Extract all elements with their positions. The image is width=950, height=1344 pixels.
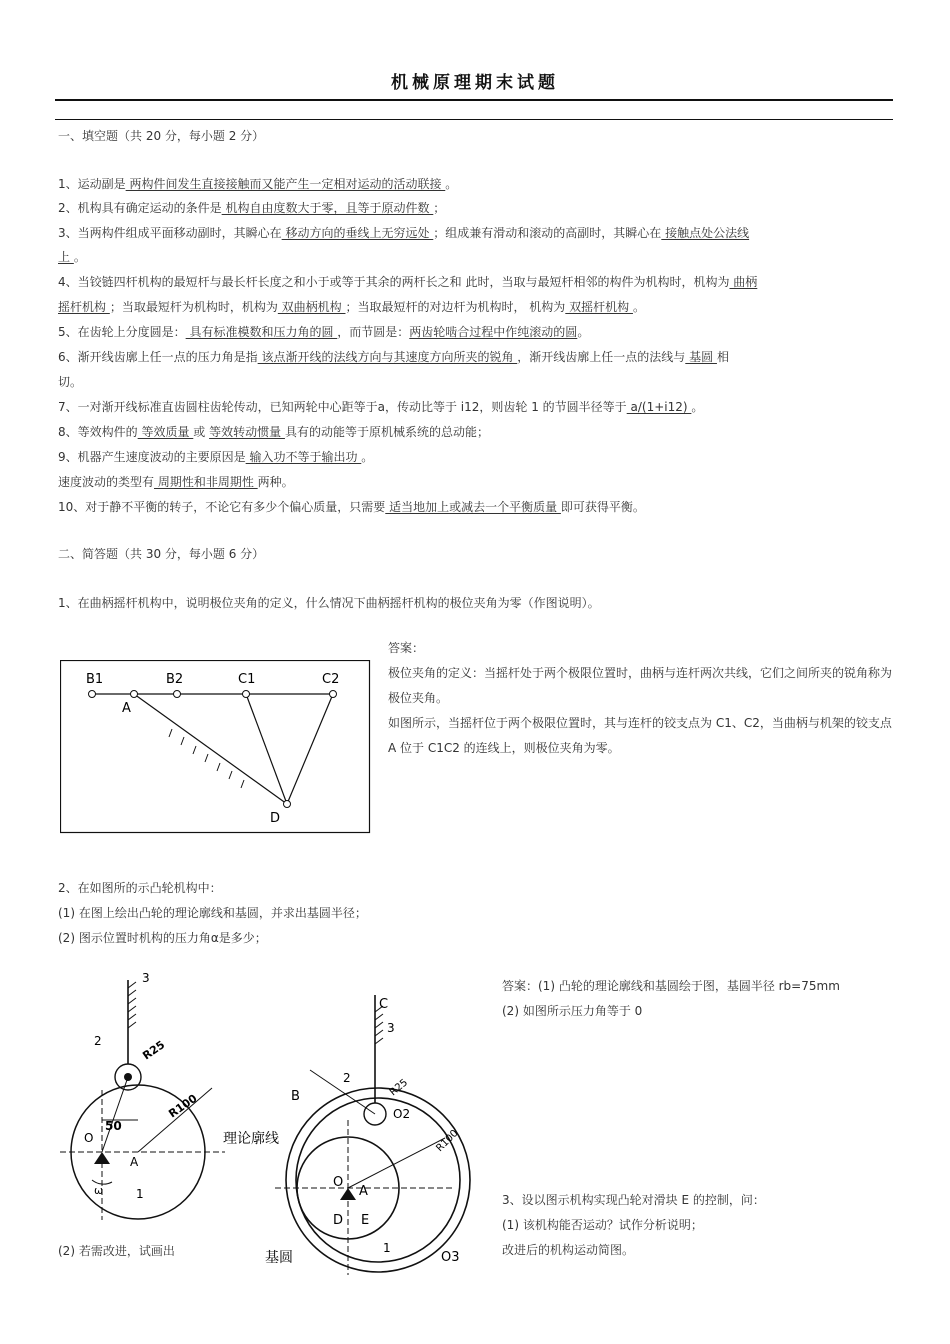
right-label-2: 2 xyxy=(343,1071,351,1085)
right-label-r25: R25 xyxy=(387,1077,411,1099)
label-b2: B2 xyxy=(166,672,184,687)
question-4-line2: 摇杆机构 ；当取最短杆为机构时，机构为 双曲柄机构 ；当取最短杆的对边杆为机构时， 机构为 双摇杆机构 。 xyxy=(58,300,645,314)
question-9-line2: 速度波动的类型有 周期性和非周期性 两种。 xyxy=(58,475,294,489)
question-8: 8、等效构件的 等效质量 或 等效转动惯量 具有的动能等于原机械系统的总动能； xyxy=(58,425,489,439)
question-3: 3、当两构件组成平面移动副时，其瞬心在 移动方向的垂线上无穷远处 ；组成兼有滑动和滚动的高副时，其瞬心在 接触点处公法线 xyxy=(58,226,750,240)
left-label-r100: R100 xyxy=(166,1091,200,1121)
right-label-base-circle: 基圆 xyxy=(265,1250,293,1266)
question-6: 6、渐开线齿廓上任一点的压力角是指 该点渐开线的法线方向与其速度方向所夹的锐角 ，渐开线齿廓上任一点的法线与 基圆 相 xyxy=(58,350,729,364)
title-rule-bottom xyxy=(55,119,893,120)
question-2: 2、机构具有确定运动的条件是 机构自由度数大于零，且等于原动件数 ； xyxy=(58,201,446,215)
answer-5a: 具有标准模数和压力角的圆 xyxy=(185,325,338,339)
label-a: A xyxy=(122,701,131,716)
sq1-answer xyxy=(388,636,893,761)
sq3-question xyxy=(502,1188,902,1263)
answer-5b: 两齿轮啮合过程中作纯滚动的圆 xyxy=(409,325,578,339)
sq2-answer xyxy=(502,974,902,1024)
right-label-a: A xyxy=(359,1184,368,1199)
label-b1: B1 xyxy=(86,672,104,687)
right-label-o: O xyxy=(333,1175,344,1190)
left-label-50: 50 xyxy=(105,1119,122,1133)
answer-9a: 输入功不等于输出功 xyxy=(245,450,362,464)
label-c1: C1 xyxy=(238,672,256,687)
answer-1: 两构件间发生直接接触而又能产生一定相对运动的活动联接 xyxy=(125,177,446,191)
label-d: D xyxy=(270,811,281,826)
sq2-answer-line2: (2) 如图所示压力角等于 0 xyxy=(502,1004,643,1018)
answer-4a: 曲柄 xyxy=(729,275,758,289)
answer-2: 机构自由度数大于零，且等于原动件数 xyxy=(221,201,434,215)
cam-figure-right xyxy=(215,990,480,1280)
right-label-d: D xyxy=(333,1213,344,1228)
sq1-answer-p2: 如图所示，当摇杆位于两个极限位置时，其与连杆的铰支点为 C1、C2，当曲柄与机架的铰支点 A 位于 C1C2 的连线上，则极位夹角为零。 xyxy=(388,716,892,755)
right-label-e: E xyxy=(361,1213,370,1228)
right-label-theory-profile: 理论廓线 xyxy=(223,1131,279,1147)
title-rule-top xyxy=(55,99,893,101)
answer-8b: 等效转动惯量 xyxy=(209,425,285,439)
label-c2: C2 xyxy=(322,672,340,687)
right-label-3: 3 xyxy=(387,1021,395,1035)
question-5: 5、在齿轮上分度圆是： 具有标准模数和压力角的圆 ，而节圆是：两齿轮啮合过程中作纯滚动的圆。 xyxy=(58,325,590,339)
question-4: 4、当铰链四杆机构的最短杆与最长杆长度之和小于或等于其余的两杆长之和 此时，当取与最短杆相邻的构件为机构时，机构为 曲柄 xyxy=(58,275,758,289)
answer-6b: 基圆 xyxy=(685,350,717,364)
right-label-c: C xyxy=(379,997,389,1012)
crank-rocker-figure xyxy=(60,660,371,834)
sq3-line3-left: (2) 若需改进，试画出 xyxy=(58,1244,175,1258)
sq3-line3-right: 改进后的机构运动简图。 xyxy=(502,1243,635,1257)
sq2-line3: (2) 图示位置时机构的压力角α是多少； xyxy=(58,931,267,945)
left-label-r25: R25 xyxy=(140,1038,168,1063)
right-label-b: B xyxy=(291,1089,300,1104)
question-9: 9、机器产生速度波动的主要原因是 输入功不等于输出功 。 xyxy=(58,450,374,464)
left-label-3: 3 xyxy=(142,971,150,985)
answer-4c: 双摇杆机构 xyxy=(565,300,633,314)
sq3-line1: 3、设以图示机构实现凸轮对滑块 E 的控制，问： xyxy=(502,1193,765,1207)
left-label-a: A xyxy=(130,1155,139,1169)
answer-3a: 移动方向的垂线上无穷远处 xyxy=(281,226,434,240)
sq1-answer-label: 答案： xyxy=(388,641,425,655)
question-10: 10、对于静不平衡的转子，不论它有多少个偏心质量，只需要 适当地加上或减去一个平衡质量 即可获得平衡。 xyxy=(58,500,645,514)
right-label-o2: O2 xyxy=(393,1107,411,1121)
sq2-answer-line1: 答案：(1) 凸轮的理论廓线和基圆绘于图，基圆半径 rb=75mm xyxy=(502,979,840,993)
left-label-2: 2 xyxy=(94,1034,102,1048)
sq2-line1: 2、在如图所的示凸轮机构中： xyxy=(58,881,222,895)
right-label-r100: R100 xyxy=(434,1127,461,1155)
answer-10: 适当地加上或减去一个平衡质量 xyxy=(385,500,561,514)
sq1-answer-p1: 极位夹角的定义：当摇杆处于两个极限位置时，曲柄与连杆两次共线，它们之间所夹的锐角称为极位夹角。 xyxy=(388,666,893,705)
section2-heading: 二、简答题（共 30 分，每小题 6 分） xyxy=(58,547,265,561)
question-1: 1、运动副是 两构件间发生直接接触而又能产生一定相对运动的活动联接 。 xyxy=(58,177,458,191)
answer-9b: 周期性和非周期性 xyxy=(154,475,258,489)
question-7: 7、一对渐开线标准直齿圆柱齿轮传动，已知两轮中心距等于a，传动比等于 i12，则齿轮 1 的节圆半径等于 a/(1+i12) 。 xyxy=(58,400,704,414)
question-6-line2: 切。 xyxy=(58,375,83,389)
page-title: 机械原理期末试题 xyxy=(391,73,559,93)
left-label-omega: ω xyxy=(94,1184,104,1197)
answer-4b: 双曲柄机构 xyxy=(277,300,346,314)
answer-7: a/(1+i12) xyxy=(626,400,692,414)
sq3-line2: (1) 该机构能否运动？试作分析说明； xyxy=(502,1218,703,1232)
left-label-1: 1 xyxy=(136,1187,144,1201)
question-3-line2: 上 。 xyxy=(58,250,86,264)
section1-heading: 一、填空题（共 20 分，每小题 2 分） xyxy=(58,129,265,143)
answer-8a: 等效质量 xyxy=(137,425,194,439)
sq1-question: 1、在曲柄摇杆机构中，说明极位夹角的定义，什么情况下曲柄摇杆机构的极位夹角为零（作图说明）。 xyxy=(58,596,600,610)
right-label-1: 1 xyxy=(383,1241,391,1255)
sq2-line2: (1) 在图上绘出凸轮的理论廓线和基圆，并求出基圆半径； xyxy=(58,906,367,920)
sq2-question xyxy=(58,876,558,951)
right-label-o3: O3 xyxy=(441,1250,460,1265)
answer-6a: 该点渐开线的法线方向与其速度方向所夹的锐角 xyxy=(257,350,518,364)
left-label-o: O xyxy=(84,1131,94,1145)
answer-3b: 接触点处公法线 xyxy=(661,226,750,240)
